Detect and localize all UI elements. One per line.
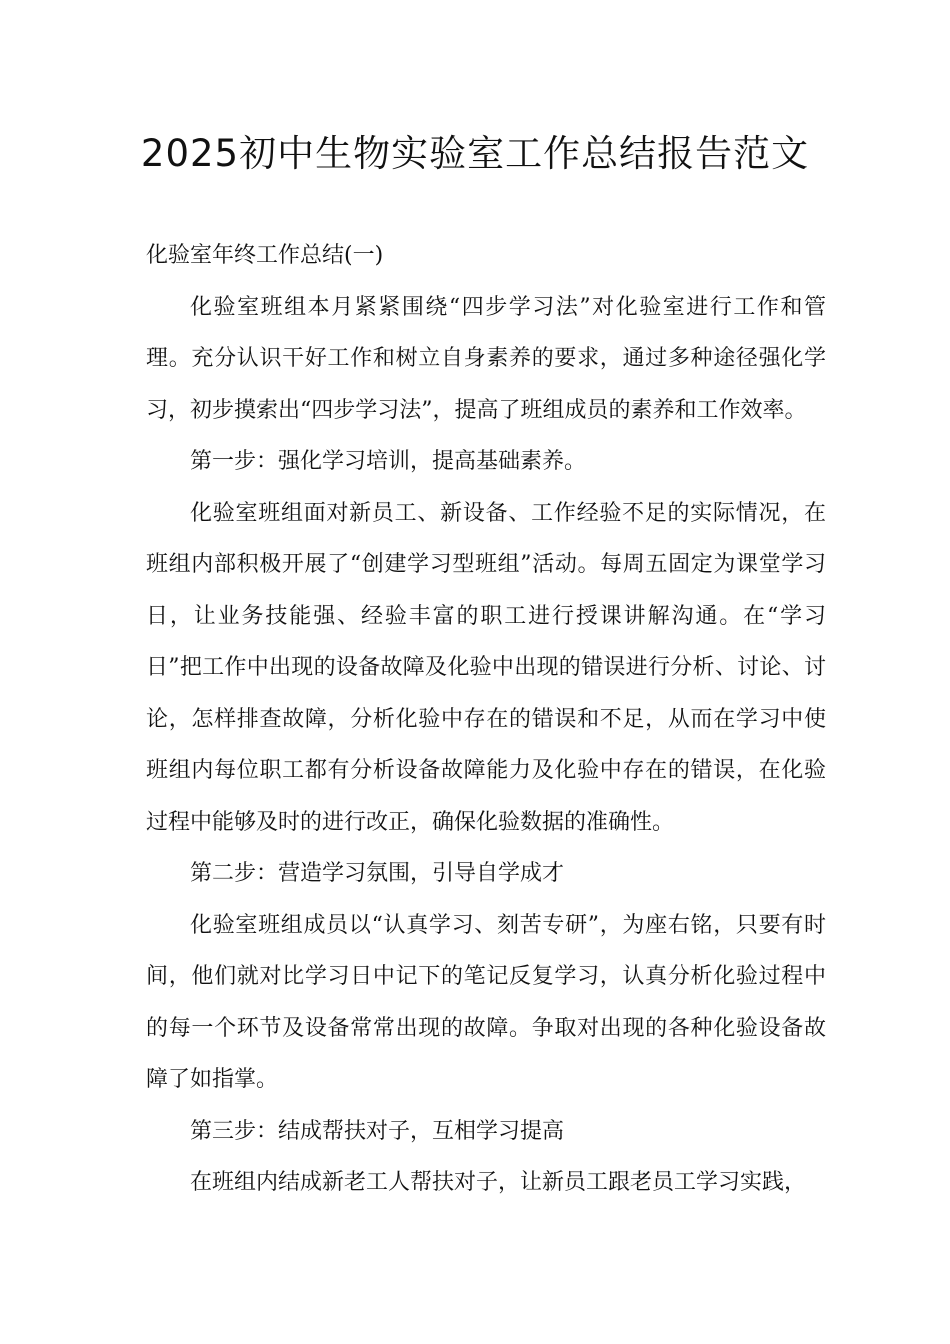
paragraph-step-one: 化验室班组面对新员工、新设备、工作经验不足的实际情况，在班组内部积极开展了“创建学习型班组”活动。每周五固定为课堂学习日，让业务技能强、经验丰富的职工进行授课讲解沟通。在“学习日”把工作中出现的设备故障及化验中出现的错误进行分析、讨论、讨论，怎样排查故障，分析化验中存在的错误和不足，从而在学习中使班组内每位职工都有分析设备故障能力及化验中存在的错误，在化验过程中能够及时的进行改正，确保化验数据的准确性。 xyxy=(146,500,826,835)
step-one-heading: 第一步：强化学习培训，提高基础素养。 xyxy=(190,449,587,474)
step-two-heading: 第二步：营造学习氛围，引导自学成才 xyxy=(190,861,565,886)
paragraph-step-three: 在班组内结成新老工人帮扶对子，让新员工跟老员工学习实践， xyxy=(190,1170,807,1195)
paragraph-intro: 化验室班组本月紧紧围绕“四步学习法”对化验室进行工作和管理。充分认识干好工作和树立自身素养的要求，通过多种途径强化学习，初步摸索出“四步学习法”，提高了班组成员的素养和工作效率。 xyxy=(146,294,826,423)
paragraph-step-two: 化验室班组成员以“认真学习、刻苦专研”，为座右铭，只要有时间，他们就对比学习日中记下的笔记反复学习，认真分析化验过程中的每一个环节及设备常常出现的故障。争取对出现的各种化验设备故障了如指掌。 xyxy=(146,912,826,1092)
document-body xyxy=(146,230,826,1209)
document-title: 2025初中生物实验室工作总结报告范文 xyxy=(140,132,810,175)
section-heading: 化验室年终工作总结(一) xyxy=(146,243,384,268)
step-three-heading: 第三步：结成帮扶对子，互相学习提高 xyxy=(190,1118,565,1144)
